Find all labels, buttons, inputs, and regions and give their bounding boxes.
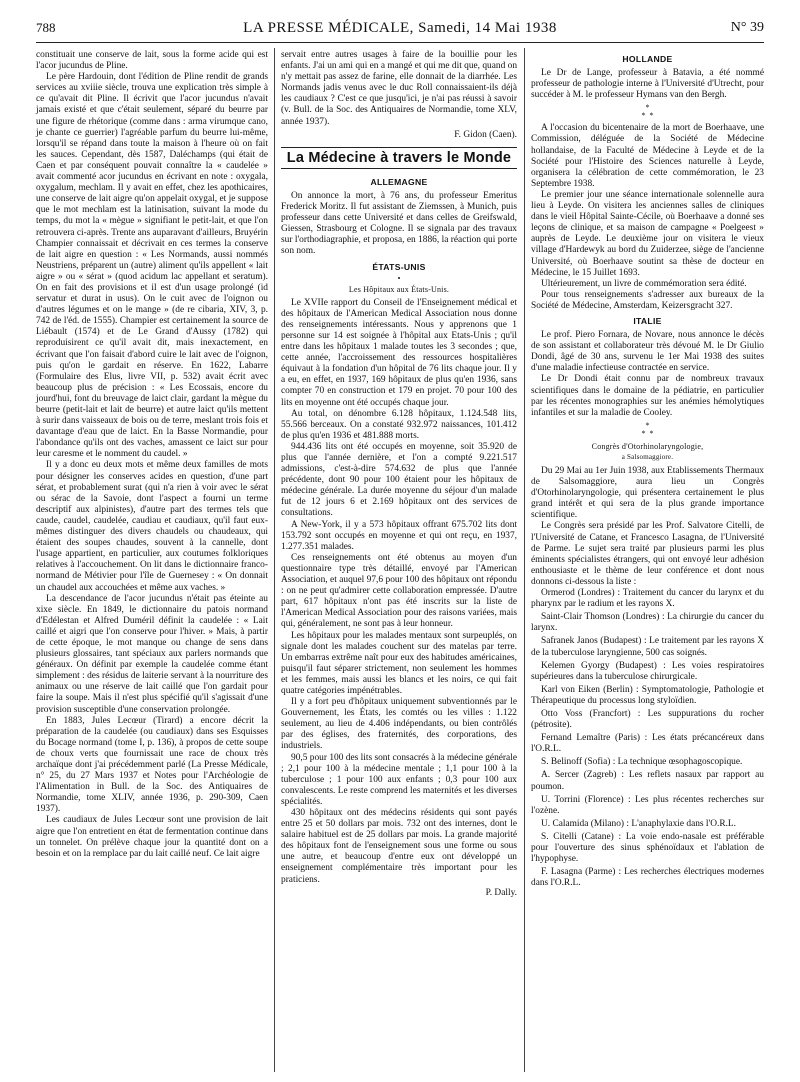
page-number: 788 bbox=[36, 20, 56, 35]
country-heading-italy: ITALIE bbox=[633, 315, 662, 326]
column-1 bbox=[36, 50, 268, 860]
ornament-stars: * * * bbox=[641, 420, 654, 438]
list-item: Saint-Clair Thomson (Londres) : La chirurgie du cancer du larynx. bbox=[531, 612, 764, 634]
paragraph: Il y a fort peu d'hôpitaux uniquement subventionnés par le Gouvernement, les États, les comtés ou les villes : 1.122 seulement, au lieu de 4.406 indépendants, ou bien contrôlés par des églises, des fraternités, des corporations, des industriels. bbox=[281, 697, 517, 752]
paragraph: Les caudiaux de Jules Lecœur sont une provision de lait aigre que l'on entretient en état de fermentation continue dans un tonnelet. On prélève chaque jour la quantité dont on a besoin et on la remplace par du lait caillé neuf. Ce lait aigre bbox=[36, 815, 268, 859]
paragraph: A l'occasion du bicentenaire de la mort de Boerhaave, une Commission, déléguée de la Société de Médecine hollandaise, de la Faculté de Médecine à Leyde et de la Société pour l'Histoire des Sciences naturelle à Leyde, organisera la célébration de cette commémoration, le 23 Septembre 1938. bbox=[531, 123, 764, 189]
country-heading-usa: ÉTATS-UNIS bbox=[372, 261, 426, 272]
journal-title: LA PRESSE MÉDICALE, Samedi, 14 Mai 1938 bbox=[243, 20, 557, 36]
column-divider bbox=[274, 48, 275, 1072]
section-title: La Médecine à travers le Monde bbox=[286, 149, 512, 166]
header-rule bbox=[36, 42, 764, 43]
author-signature: F. Gidon (Caen). bbox=[454, 129, 517, 140]
author-signature: P. Dally. bbox=[485, 887, 517, 898]
paragraph: 90,5 pour 100 des lits sont consacrés à la médecine générale ; 2,1 pour 100 à la médecine mentale ; 1,1 pour 100 à la tuberculose ; 1 pour 100 aux enfants ; 0,3 pour 100 aux convalescents. Le reste comprend les maternités et les diverses spécialités. bbox=[281, 752, 517, 807]
list-item: Safranek Janos (Budapest) : Le traitement par les rayons X de la tuberculose laryngienne, 500 cas soignés. bbox=[531, 636, 764, 658]
paragraph: constituait une conserve de lait, sous la forme acide qui est l'acor jucundus de Pline. bbox=[36, 50, 268, 72]
paragraph: Le Congrès sera présidé par les Prof. Salvatore Citelli, de l'Université de Catane, et Francesco Lasagna, de l'Université de Parme. Le sujet sera traité par plusieurs parmi les plus éminents spécialistes étrangers, qui ont envoyé leur adhésion enthousiaste et le thème de leur conférence et dont nous donnons ci-dessous la liste : bbox=[531, 521, 764, 587]
paragraph: 430 hôpitaux ont des médecins résidents qui sont payés entre 25 et 50 dollars par mois. 732 ont des internes, dont le salaire habituel est de 25 dollars par mois. La grande majorité des hôpitaux font de l'enseignement sous une forme ou sous une autre, et beaucoup d'entre eux ont développé un enseignement complémentaire très important pour les praticiens. bbox=[281, 808, 517, 885]
list-item: Otto Voss (Francfort) : Les suppurations du rocher (pétrosite). bbox=[531, 708, 764, 731]
page-header bbox=[36, 20, 764, 42]
ornament-stars: * * * bbox=[641, 103, 654, 121]
list-item: Fernand Lemaître (Paris) : Les états précancéreux dans l'O.R.L. bbox=[531, 733, 764, 755]
paragraph: Le prof. Piero Fornara, de Novare, nous annonce le décès de son assistant et collaborateur très dévoué M. le Dr Giulio Dondi, âgé de 30 ans, survenu le 1er Mai 1938 des suites d'une maladie infectieuse contractée en service. bbox=[531, 330, 764, 374]
subheading-line: Congrès d'Otorhinolaryngologie, bbox=[591, 441, 704, 451]
subheading: Les Hôpitaux aux États-Unis. bbox=[348, 284, 450, 294]
column-3 bbox=[531, 50, 764, 891]
paragraph: Les hôpitaux pour les malades mentaux sont surpeuplés, on signale dont les malades couchent sur des matelas par terre. Un embarras extrême naît pour eux des habitudes américaines, puisqu'il faut séparer strictement, non seulement les hommes et les femmes, mais aussi les blancs et les noirs, ce qui fait quatre catégories impénétrables. bbox=[281, 630, 517, 696]
paragraph: En 1883, Jules Lecœur (Tirard) a encore décrit la préparation de la caudelée (ou caudiaux) dans ses Esquisses du Bocage normand (tome I, p. 136), à propos de cette soupe de choux verts que fournissait une race de choux très archaïque dont j'ai précédemment parlé (La Presse Médicale, n° 25, du 27 Mars 1937 et Notes pour l'Archéologie de l'Alimentation in Bull. de la Soc. des Antiquaires de Normandie, tome XLIV, année 1936, p. 290-309, Caen 1937). bbox=[36, 715, 268, 815]
paragraph: Pour tous renseignements s'adresser aux bureaux de la Société de Médecine, Amsterdam, Keizersgracht 327. bbox=[531, 289, 764, 311]
paragraph: A New-York, il y a 573 hôpitaux offrant 675.702 lits dont 153.792 sont occupés en moyenne et qui ont reçu, en 1937, 1.277.351 malades. bbox=[281, 519, 517, 552]
paragraph: Le premier jour une séance internationale solennelle aura lieu à Leyde. On visitera les anciennes salles de cliniques dans le vieil Hôpital Sainte-Cécile, où Boerhaave a donné ses leçons de clinique, et sa maison de campagne « Poelgeest » auprès de Leyde. Le deuxième jour on visitera le vieux village d'Hardewyk au bord du Zuiderzee, siège de l'ancienne Université, où Boerhaave soutint sa thèse de docteur en Médecine, le 15 Juillet 1693. bbox=[531, 189, 764, 278]
list-item: S. Belinoff (Sofia) : La technique œsophagoscopique. bbox=[541, 757, 743, 768]
paragraph: La descendance de l'acor jucundus n'était pas éteinte au xixe siècle. En 1849, le dictionnaire du patois normand d'Edélestan et Alfred Duméril définit la caudelée : « Lait caillé et aigri que l'on conserve pour l'hiver. » Mais, à partir de cette époque, le mot manque ou change de sens dans plusieurs glossaires, tant spéciaux aux parlers normands que généraux. On définit par exemple la caudelée comme étant simplement : des résidus de laiterie servant à la nourriture des animaux ou une réserve de lait caillé que l'on gardait pour faire la soupe. Mais il n'est plus spécifié qu'il s'agissait d'une provision susceptible d'une conservation prolongée. bbox=[36, 593, 268, 715]
list-item: S. Citelli (Catane) : La voie endo-nasale est préférable pour l'ouverture des sinus sphénoïdaux et l'ablation de l'hypophyse. bbox=[531, 831, 764, 865]
paragraph: Du 29 Mai au 1er Juin 1938, aux Etablissements Thermaux de Salsomaggiore, aura lieu un Congrès d'Otorhinolaryngologie, qui présentera certainement le plus grand intérêt et qui sera de la plus grande importance scientifique. bbox=[531, 466, 764, 521]
list-item: Karl von Eiken (Berlin) : Symptomatologie, Pathologie et Thérapeutique du processus long styloïdien. bbox=[531, 684, 764, 706]
paragraph: Le Dr Dondi était connu par de nombreux travaux scientifiques dans le domaine de la pédiatrie, en particulier par les récentes monographies sur les anémies hémolytiques infantiles et sur la maladie de Cooley. bbox=[531, 374, 764, 418]
list-item: A. Sercer (Zagreb) : Les reflets nasaux par rapport au poumon. bbox=[531, 770, 764, 792]
country-heading-germany: ALLEMAGNE bbox=[370, 176, 428, 187]
paragraph: Ces renseignements ont été obtenus au moyen d'un questionnaire type très détaillé, envoyé par l'American Association, et auquel 97,6 pour 100 des hôpitaux ont répondu : on ne peut qu'admirer cette collaboration empressée. D'autre part, 617 hôpitaux n'ont pas été inscrits sur la liste de l'American Medical Association pour des raisons variées, mais qui, généralement, ne sont pas à leur honneur. bbox=[281, 552, 517, 630]
paragraph: Il y a donc eu deux mots et même deux familles de mots pour désigner les conserves acides en question, d'une part sérat, et probablement surat (qui n'a rien à voir avec le sérat ou sérac de la Savoie, dont l'aspect a fourni un terme descriptif aux alpinistes), d'autre part des termes tels que caude, caudel, caudelée, caudiau et caudiaux, qu'il faut eux-mêmes distinguer des divers chaudels ou chaudeaux, qui étaient des soupes chaudes, souvent à la cannelle, dont l'usage appartient, en particulier, aux coutumes folkloriques relatives à l'accouchement. On lit dans le dictionnaire franco-normand de Métivier pour l'île de Guernesey : « On donnait un chaudel aux accouchées et même aux vaches. » bbox=[36, 460, 268, 593]
paragraph: Le Dr de Lange, professeur à Batavia, a été nommé professeur de pathologie interne à l'Université d'Utrecht, pour succéder à M. le professeur Hymans van den Bergh. bbox=[531, 68, 764, 101]
list-item: F. Lasagna (Parme) : Les recherches électriques modernes dans l'O.R.L. bbox=[531, 867, 764, 889]
issue-number: N° 39 bbox=[730, 20, 764, 35]
list-item: U. Torrini (Florence) : Les plus récentes recherches sur l'ozène. bbox=[531, 794, 764, 816]
column-divider bbox=[524, 48, 525, 1072]
paragraph: 944.436 lits ont été occupés en moyenne, soit 35.920 de plus que l'année dernière, et l'on a compté 9.221.517 admissions, c'est-à-dire 574.632 de plus que l'année précédente, dont 90 pour 100 étaient pour les hôpitaux de médecine générale. La durée moyenne du séjour d'un malade fut de 12 jours 6 et 2.169 hôpitaux ont des services de consultations. bbox=[281, 441, 517, 519]
paragraph: Au total, on dénombre 6.128 hôpitaux, 1.124.548 lits, 55.566 berceaux. On a constaté 932.972 naissances, 101.412 de plus qu'en 1936 et 481.888 morts. bbox=[281, 408, 517, 441]
speaker-list bbox=[531, 588, 764, 889]
list-item: Kelemen Gyorgy (Budapest) : Les voies respiratoires supérieures dans la tuberculose chirurgicale. bbox=[531, 660, 764, 682]
paragraph: Ultérieurement, un livre de commémoration sera édité. bbox=[541, 278, 747, 289]
subheading bbox=[531, 441, 764, 463]
paragraph: On annonce la mort, à 76 ans, du professeur Emeritus Frederick Moritz. Il fut assistant de Ziemssen, à Munich, puis professeur dans cette Université et dans celles de Greifswald, Giessen, Strasbourg et Cologne. Il se signala par des travaux sur l'orthodiagraphie, et proposa, en 1886, la réaction qui porte son nom. bbox=[281, 190, 517, 257]
paragraph: servait entre autres usages à faire de la bouillie pour les enfants. J'ai un ami qui en a mangé et qui me dit que, quand on n'y mettait pas assez de farine, elle donnait de la diarrhée. Les Normands jadis venus avec le duc Roll connaissaient-ils déjà les caudiaux ? C'est ce que jusqu'ici, je n'ai pas réussi à savoir (v. Bull. de la Soc. des Antiquaires de Normandie, tome XLV, année 1937). bbox=[281, 50, 518, 127]
list-item: Ormerod (Londres) : Traitement du cancer du larynx et du pharynx par le radium et les rayons X. bbox=[531, 588, 764, 610]
paragraph: Le XVIIe rapport du Conseil de l'Enseignement médical et des hôpitaux de l'American Medical Association nous donne des renseignements intéressants. Nous y apprenons que 1 personne sur 14 est soignée à l'hôpital aux Etats-Unis ; qu'il entre dans les hôpitaux 1 malade toutes les 3 secondes ; que, cette année, l'accroissement des ressources hospitalières équivaut à la fondation d'un hôpital de 76 lits chaque jour. Il y a eu, en effet, en 1937, 169 hôpitaux de plus qu'en 1936, sans compter 70 en construction et 179 en projet. 70 pour 100 des lits en moyenne ont été occupés chaque jour. bbox=[281, 297, 517, 408]
paragraph: Le père Hardouin, dont l'édition de Pline rendit de grands services au xviiie siècle, trouva une explication très simple à ce qu'avait dit Pline. Il écrivit que l'acor jucundus n'avait jamais existé et que c'était seulement, séparé du beurre par une figure de rhétorique (comme dans : arma virumque cano, je chante ce guerrier) l'agréable parfum du beurre lui-même, lorsqu'il se répand dans toute la maison à l'heure où on fait les sauces. Cependant, dès 1587, Daléchamps (qui était de Caen et par conséquent pouvait connaître la « caudelée » avait commenté acor jucundus en écrivant en note : oxygala, oxygalum, mechlam. Il y avait en effet, chez les apothicaires, une conserve de lait aigre qu'on appelait oxygal, et je suppose que le mot mechlam est la latinisation, suivant la mode du temps, du mot la « mègue » signifiant le petit-lait, et que l'on retrouvera ci-après. Trente ans auparavant d'ailleurs, Bruyérin Champier connaissait et décrivait en ces termes la conserve de lait aigre en question : « Les Normands, aussi nommés Neustriens, préparent un (autre) aliment qu'ils appellent « lait aigre » ou « sérat » (quod acidum lac appellant et seratum). On en fait des provisions et il est d'un usage prolongé (id servatur et durat in usus). On le cuit avec de l'oignon ou d'autres légumes et on le mange » (de re cibaria, XIV, 3, p. 742 de l'éd. de 1555). Champier est certainement la source de Liébault (1574) et de Le Grand d'Aussy (1782) qui reproduisirent ce qu'il avait dit, mais inexactement, en écrivant que l'on faisait d'abord cuire le lait avec de l'oignon, puis qu'on le gardait en réserve. En 1622, Labarre (Formulaire des Elus, livre VII, p. 532) avait écrit avec beaucoup plus de précision : « Les Ecossais, encore du jourd'hui, font du breuvage de laict clair, gardant la mègue du beurre (petit-lait et lait de beurre) et autre laict qu'ils mettent à surir dans vaisseaux de bois ou de terre, meslant trois fois et davantage d'eau que de laict. En la Basse Normandie, pour l'abondance qu'ils ont des vaches, amassent ce laict sur pour leur caresme et le nomment du caudel. » bbox=[36, 72, 268, 460]
column-2 bbox=[281, 50, 517, 899]
section-rule bbox=[281, 147, 517, 148]
ornament-dot: • bbox=[397, 273, 401, 283]
country-heading-holland: HOLLANDE bbox=[622, 54, 673, 64]
section-rule bbox=[281, 168, 517, 169]
subheading-line: a Salsomaggiore. bbox=[621, 452, 674, 461]
list-item: U. Calamida (Milano) : L'anaphylaxie dans l'O.R.L. bbox=[541, 818, 736, 829]
